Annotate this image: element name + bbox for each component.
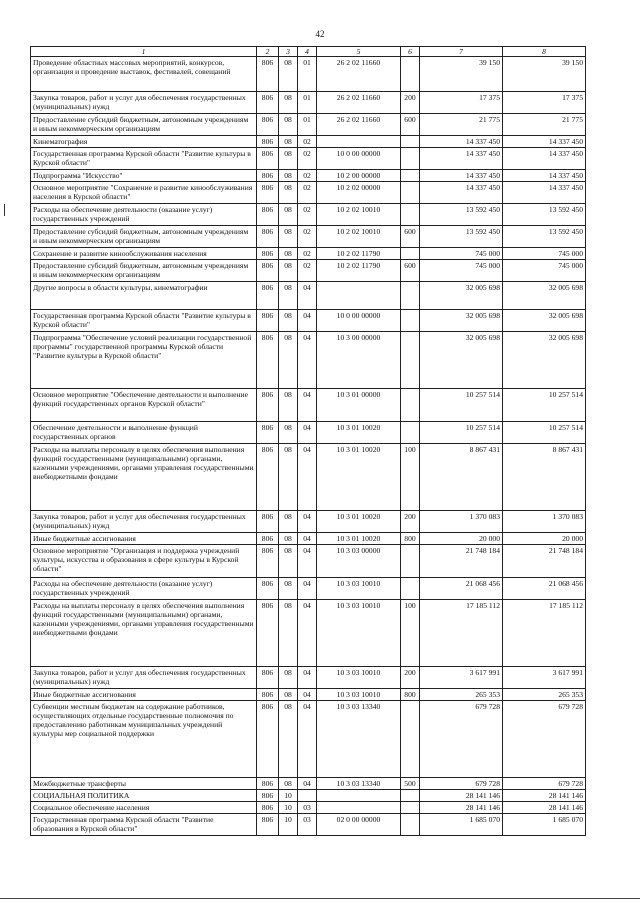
row-pr: 03	[298, 814, 317, 836]
row-rz: 08	[279, 248, 298, 260]
table-row	[31, 248, 586, 260]
row-pr: 04	[298, 545, 317, 578]
table-row	[31, 790, 586, 802]
row-vr: 200	[401, 92, 420, 114]
row-pr: 02	[298, 136, 317, 148]
table-row	[31, 92, 586, 114]
row-csr: 10 2 02 10010	[317, 204, 401, 226]
row-csr: 10 0 00 00000	[317, 310, 401, 332]
row-vr	[401, 802, 420, 814]
row-sum-2: 32 005 698	[503, 282, 586, 310]
row-vr	[401, 310, 420, 332]
row-sum-2: 10 257 514	[503, 389, 586, 422]
row-sum-1: 21 775	[420, 114, 503, 136]
row-pr: 02	[298, 248, 317, 260]
row-csr: 10 3 01 10020	[317, 511, 401, 533]
row-sum-1: 14 337 450	[420, 148, 503, 170]
row-ved: 806	[257, 114, 279, 136]
row-vr	[401, 170, 420, 182]
row-sum-2: 3 617 991	[503, 667, 586, 689]
row-sum-1: 28 141 146	[420, 790, 503, 802]
row-sum-2: 10 257 514	[503, 422, 586, 444]
row-rz: 08	[279, 136, 298, 148]
row-ved: 806	[257, 182, 279, 204]
row-ved: 806	[257, 667, 279, 689]
row-csr	[317, 136, 401, 148]
row-csr: 26 2 02 11660	[317, 57, 401, 92]
row-sum-2: 21 775	[503, 114, 586, 136]
row-name: СОЦИАЛЬНАЯ ПОЛИТИКА	[31, 790, 257, 802]
row-ved: 806	[257, 778, 279, 790]
row-pr: 02	[298, 148, 317, 170]
row-name: Субвенции местным бюджетам на содержание работников, осуществляющих отдельные государственные полномочия по предоставлению работникам муниципальных учреждений культуры мер социальной поддержки	[31, 701, 257, 778]
row-sum-1: 13 592 450	[420, 226, 503, 248]
row-vr	[401, 389, 420, 422]
row-vr: 200	[401, 511, 420, 533]
table-row	[31, 282, 586, 310]
row-vr: 100	[401, 444, 420, 511]
row-csr: 10 3 03 10010	[317, 600, 401, 667]
row-csr: 10 3 03 00000	[317, 545, 401, 578]
row-sum-2: 13 592 450	[503, 204, 586, 226]
table-row	[31, 310, 586, 332]
row-ved: 806	[257, 170, 279, 182]
column-header: 3	[279, 47, 298, 57]
table-row	[31, 332, 586, 389]
row-pr: 04	[298, 578, 317, 600]
row-name: Предоставление субсидий бюджетным, автономным учреждениям и иным некоммерческим организациям	[31, 114, 257, 136]
row-vr	[401, 332, 420, 389]
row-vr	[401, 282, 420, 310]
row-csr: 10 2 02 11790	[317, 248, 401, 260]
row-name: Государственная программа Курской области "Развитие культуры в Курской области"	[31, 148, 257, 170]
row-sum-2: 39 150	[503, 57, 586, 92]
row-pr: 04	[298, 701, 317, 778]
row-sum-2: 745 000	[503, 260, 586, 282]
row-sum-2: 17 375	[503, 92, 586, 114]
row-csr: 26 2 02 11660	[317, 92, 401, 114]
row-csr: 10 3 03 13340	[317, 778, 401, 790]
table-header-row	[31, 47, 586, 57]
row-name: Кинематография	[31, 136, 257, 148]
table-row	[31, 260, 586, 282]
row-csr: 10 3 03 10010	[317, 689, 401, 701]
row-ved: 806	[257, 310, 279, 332]
row-ved: 806	[257, 332, 279, 389]
row-name: Расходы на выплаты персоналу в целях обеспечения выполнения функций государственными (муниципальными) органами, казенными учреждениями, органами управления государственными внебюджетными фондами	[31, 600, 257, 667]
row-ved: 806	[257, 389, 279, 422]
table-row	[31, 136, 586, 148]
row-pr: 04	[298, 600, 317, 667]
row-vr	[401, 182, 420, 204]
row-csr: 10 3 01 10020	[317, 444, 401, 511]
budget-table	[30, 46, 586, 836]
row-rz: 08	[279, 444, 298, 511]
row-ved: 806	[257, 226, 279, 248]
row-rz: 08	[279, 92, 298, 114]
row-name: Иные бюджетные ассигнования	[31, 689, 257, 701]
row-sum-1: 10 257 514	[420, 422, 503, 444]
row-pr: 04	[298, 667, 317, 689]
table-row	[31, 689, 586, 701]
row-rz: 08	[279, 667, 298, 689]
column-header: 6	[401, 47, 420, 57]
row-csr	[317, 802, 401, 814]
row-pr: 01	[298, 92, 317, 114]
row-sum-2: 28 141 146	[503, 802, 586, 814]
row-sum-1: 39 150	[420, 57, 503, 92]
row-pr: 04	[298, 689, 317, 701]
row-name: Государственная программа Курской области "Развитие образования в Курской области"	[31, 814, 257, 836]
row-vr: 500	[401, 778, 420, 790]
row-ved: 806	[257, 814, 279, 836]
row-name: Социальное обеспечение населения	[31, 802, 257, 814]
table-row	[31, 204, 586, 226]
row-csr: 10 3 03 10010	[317, 667, 401, 689]
row-pr: 02	[298, 204, 317, 226]
row-name: Иные бюджетные ассигнования	[31, 533, 257, 545]
row-vr: 800	[401, 689, 420, 701]
row-sum-2: 1 685 070	[503, 814, 586, 836]
row-sum-2: 13 592 450	[503, 226, 586, 248]
table-row	[31, 114, 586, 136]
row-rz: 08	[279, 778, 298, 790]
row-csr: 10 3 01 10020	[317, 533, 401, 545]
row-vr	[401, 790, 420, 802]
row-sum-2: 21 068 456	[503, 578, 586, 600]
row-rz: 08	[279, 545, 298, 578]
row-vr: 600	[401, 226, 420, 248]
table-row	[31, 511, 586, 533]
row-rz: 08	[279, 701, 298, 778]
row-ved: 806	[257, 600, 279, 667]
row-pr: 02	[298, 170, 317, 182]
row-sum-1: 17 185 112	[420, 600, 503, 667]
row-sum-1: 21 068 456	[420, 578, 503, 600]
row-rz: 08	[279, 578, 298, 600]
table-row	[31, 533, 586, 545]
row-name: Подпрограмма "Искусство"	[31, 170, 257, 182]
row-csr: 26 2 02 11660	[317, 114, 401, 136]
row-vr: 100	[401, 600, 420, 667]
row-vr	[401, 814, 420, 836]
row-ved: 806	[257, 790, 279, 802]
row-pr: 04	[298, 332, 317, 389]
row-name: Основное мероприятие "Организация и поддержка учреждений культуры, искусства и образования в сфере культуры в Курской области"	[31, 545, 257, 578]
row-sum-2: 20 000	[503, 533, 586, 545]
row-pr: 04	[298, 533, 317, 545]
bottom-rule	[0, 898, 640, 899]
row-pr: 04	[298, 511, 317, 533]
row-rz: 08	[279, 332, 298, 389]
row-rz: 08	[279, 170, 298, 182]
row-sum-1: 13 592 450	[420, 204, 503, 226]
row-ved: 806	[257, 689, 279, 701]
row-sum-1: 21 748 184	[420, 545, 503, 578]
row-vr	[401, 57, 420, 92]
row-name: Подпрограмма "Обеспечение условий реализации государственной программы" государственной программы Курской области "Развитие культуры в Курской области"	[31, 332, 257, 389]
table-row	[31, 545, 586, 578]
row-name: Закупка товаров, работ и услуг для обеспечения государственных (муниципальных) нужд	[31, 92, 257, 114]
row-rz: 10	[279, 802, 298, 814]
row-vr	[401, 136, 420, 148]
row-sum-1: 265 353	[420, 689, 503, 701]
table-row	[31, 170, 586, 182]
row-rz: 08	[279, 310, 298, 332]
row-name: Сохранение и развитие кинообслуживания населения	[31, 248, 257, 260]
row-sum-1: 679 728	[420, 778, 503, 790]
row-csr: 10 3 01 00000	[317, 389, 401, 422]
column-header: 4	[298, 47, 317, 57]
row-rz: 10	[279, 814, 298, 836]
row-vr: 600	[401, 260, 420, 282]
row-sum-2: 679 728	[503, 701, 586, 778]
row-rz: 10	[279, 790, 298, 802]
table-row	[31, 802, 586, 814]
row-ved: 806	[257, 422, 279, 444]
row-csr: 10 2 02 10010	[317, 226, 401, 248]
row-sum-2: 8 867 431	[503, 444, 586, 511]
row-sum-2: 14 337 450	[503, 148, 586, 170]
row-rz: 08	[279, 57, 298, 92]
row-sum-1: 8 867 431	[420, 444, 503, 511]
table-row	[31, 814, 586, 836]
row-ved: 806	[257, 802, 279, 814]
row-vr	[401, 248, 420, 260]
row-ved: 806	[257, 204, 279, 226]
row-rz: 08	[279, 148, 298, 170]
table-row	[31, 57, 586, 92]
row-vr: 600	[401, 114, 420, 136]
table-row	[31, 701, 586, 778]
table-row	[31, 182, 586, 204]
row-csr: 10 3 00 00000	[317, 332, 401, 389]
row-rz: 08	[279, 689, 298, 701]
row-name: Закупка товаров, работ и услуг для обеспечения государственных (муниципальных) нужд	[31, 667, 257, 689]
table-row	[31, 578, 586, 600]
row-pr: 04	[298, 282, 317, 310]
row-name: Предоставление субсидий бюджетным, автономным учреждениям и иным некоммерческим организациям	[31, 260, 257, 282]
row-pr: 04	[298, 310, 317, 332]
table-row	[31, 444, 586, 511]
row-vr	[401, 148, 420, 170]
row-ved: 806	[257, 701, 279, 778]
row-name: Обеспечение деятельности и выполнение функций государственных органов	[31, 422, 257, 444]
row-csr: 10 0 00 00000	[317, 148, 401, 170]
row-sum-2: 14 337 450	[503, 170, 586, 182]
row-ved: 806	[257, 282, 279, 310]
row-csr	[317, 790, 401, 802]
row-pr: 04	[298, 444, 317, 511]
row-pr: 01	[298, 57, 317, 92]
row-sum-1: 3 617 991	[420, 667, 503, 689]
row-sum-2: 679 728	[503, 778, 586, 790]
row-csr: 10 3 03 13340	[317, 701, 401, 778]
row-sum-1: 745 000	[420, 248, 503, 260]
row-name: Основное мероприятие "Обеспечение деятельности и выполнение функций государственных органов Курской области"	[31, 389, 257, 422]
row-name: Межбюджетные трансферты	[31, 778, 257, 790]
row-rz: 08	[279, 511, 298, 533]
row-name: Государственная программа Курской области "Развитие культуры в Курской области"	[31, 310, 257, 332]
column-header: 7	[420, 47, 503, 57]
row-ved: 806	[257, 444, 279, 511]
row-sum-1: 10 257 514	[420, 389, 503, 422]
row-csr: 10 3 01 10020	[317, 422, 401, 444]
row-pr: 01	[298, 114, 317, 136]
row-ved: 806	[257, 578, 279, 600]
row-ved: 806	[257, 148, 279, 170]
row-rz: 08	[279, 226, 298, 248]
column-header: 2	[257, 47, 279, 57]
margin-mark	[4, 204, 5, 216]
row-rz: 08	[279, 114, 298, 136]
row-pr: 02	[298, 226, 317, 248]
row-rz: 08	[279, 282, 298, 310]
row-vr: 800	[401, 533, 420, 545]
row-csr	[317, 282, 401, 310]
row-pr: 02	[298, 260, 317, 282]
row-name: Закупка товаров, работ и услуг для обеспечения государственных (муниципальных) нужд	[31, 511, 257, 533]
row-vr: 200	[401, 667, 420, 689]
row-pr	[298, 790, 317, 802]
row-ved: 806	[257, 511, 279, 533]
row-sum-1: 679 728	[420, 701, 503, 778]
row-sum-1: 1 370 083	[420, 511, 503, 533]
row-sum-1: 32 005 698	[420, 310, 503, 332]
row-vr	[401, 422, 420, 444]
table-row	[31, 389, 586, 422]
row-vr	[401, 545, 420, 578]
row-sum-1: 32 005 698	[420, 282, 503, 310]
row-ved: 806	[257, 136, 279, 148]
row-rz: 08	[279, 533, 298, 545]
row-ved: 806	[257, 260, 279, 282]
row-name: Другие вопросы в области культуры, кинематографии	[31, 282, 257, 310]
row-name: Проведение областных массовых мероприятий, конкурсов, организация и проведение выставок, фестивалей, совещаний	[31, 57, 257, 92]
page-number: 42	[315, 29, 325, 39]
row-sum-1: 14 337 450	[420, 170, 503, 182]
column-header: 5	[317, 47, 401, 57]
row-ved: 806	[257, 92, 279, 114]
row-csr: 10 2 00 00000	[317, 170, 401, 182]
row-sum-2: 745 000	[503, 248, 586, 260]
row-sum-2: 1 370 083	[503, 511, 586, 533]
row-sum-1: 14 337 450	[420, 182, 503, 204]
row-ved: 806	[257, 57, 279, 92]
row-sum-1: 32 005 698	[420, 332, 503, 389]
row-csr: 10 3 03 10010	[317, 578, 401, 600]
row-ved: 806	[257, 545, 279, 578]
row-sum-1: 28 141 146	[420, 802, 503, 814]
table-row	[31, 422, 586, 444]
row-sum-1: 17 375	[420, 92, 503, 114]
row-csr: 02 0 00 00000	[317, 814, 401, 836]
row-sum-2: 17 185 112	[503, 600, 586, 667]
row-sum-2: 14 337 450	[503, 136, 586, 148]
row-sum-2: 32 005 698	[503, 332, 586, 389]
column-header: 1	[31, 47, 257, 57]
row-rz: 08	[279, 260, 298, 282]
row-sum-1: 14 337 450	[420, 136, 503, 148]
row-name: Расходы на обеспечение деятельности (оказание услуг) государственных учреждений	[31, 578, 257, 600]
table-row	[31, 600, 586, 667]
row-sum-1: 745 000	[420, 260, 503, 282]
row-sum-2: 21 748 184	[503, 545, 586, 578]
column-header: 8	[503, 47, 586, 57]
row-pr: 04	[298, 778, 317, 790]
table-row	[31, 778, 586, 790]
row-csr: 10 2 02 11790	[317, 260, 401, 282]
table-row	[31, 226, 586, 248]
row-pr: 03	[298, 802, 317, 814]
row-sum-2: 28 141 146	[503, 790, 586, 802]
row-name: Основное мероприятие "Сохранение и развитие кинообслуживания населения в Курской области"	[31, 182, 257, 204]
row-vr	[401, 578, 420, 600]
table-row	[31, 667, 586, 689]
row-name: Расходы на обеспечение деятельности (оказание услуг) государственных учреждений	[31, 204, 257, 226]
row-pr: 04	[298, 389, 317, 422]
row-pr: 04	[298, 422, 317, 444]
row-rz: 08	[279, 204, 298, 226]
row-rz: 08	[279, 182, 298, 204]
row-csr: 10 2 02 00000	[317, 182, 401, 204]
row-vr	[401, 204, 420, 226]
row-sum-1: 20 000	[420, 533, 503, 545]
row-name: Расходы на выплаты персоналу в целях обеспечения выполнения функций государственными (муниципальными) органами, казенными учреждениями, органами управления государственными внебюджетными фондами	[31, 444, 257, 511]
row-name: Предоставление субсидий бюджетным, автономным учреждениям и иным некоммерческим организациям	[31, 226, 257, 248]
row-ved: 806	[257, 248, 279, 260]
row-rz: 08	[279, 389, 298, 422]
row-sum-1: 1 685 070	[420, 814, 503, 836]
table-row	[31, 148, 586, 170]
row-sum-2: 265 353	[503, 689, 586, 701]
row-vr	[401, 701, 420, 778]
row-pr: 02	[298, 182, 317, 204]
row-sum-2: 32 005 698	[503, 310, 586, 332]
row-ved: 806	[257, 533, 279, 545]
row-rz: 08	[279, 600, 298, 667]
row-sum-2: 14 337 450	[503, 182, 586, 204]
row-rz: 08	[279, 422, 298, 444]
